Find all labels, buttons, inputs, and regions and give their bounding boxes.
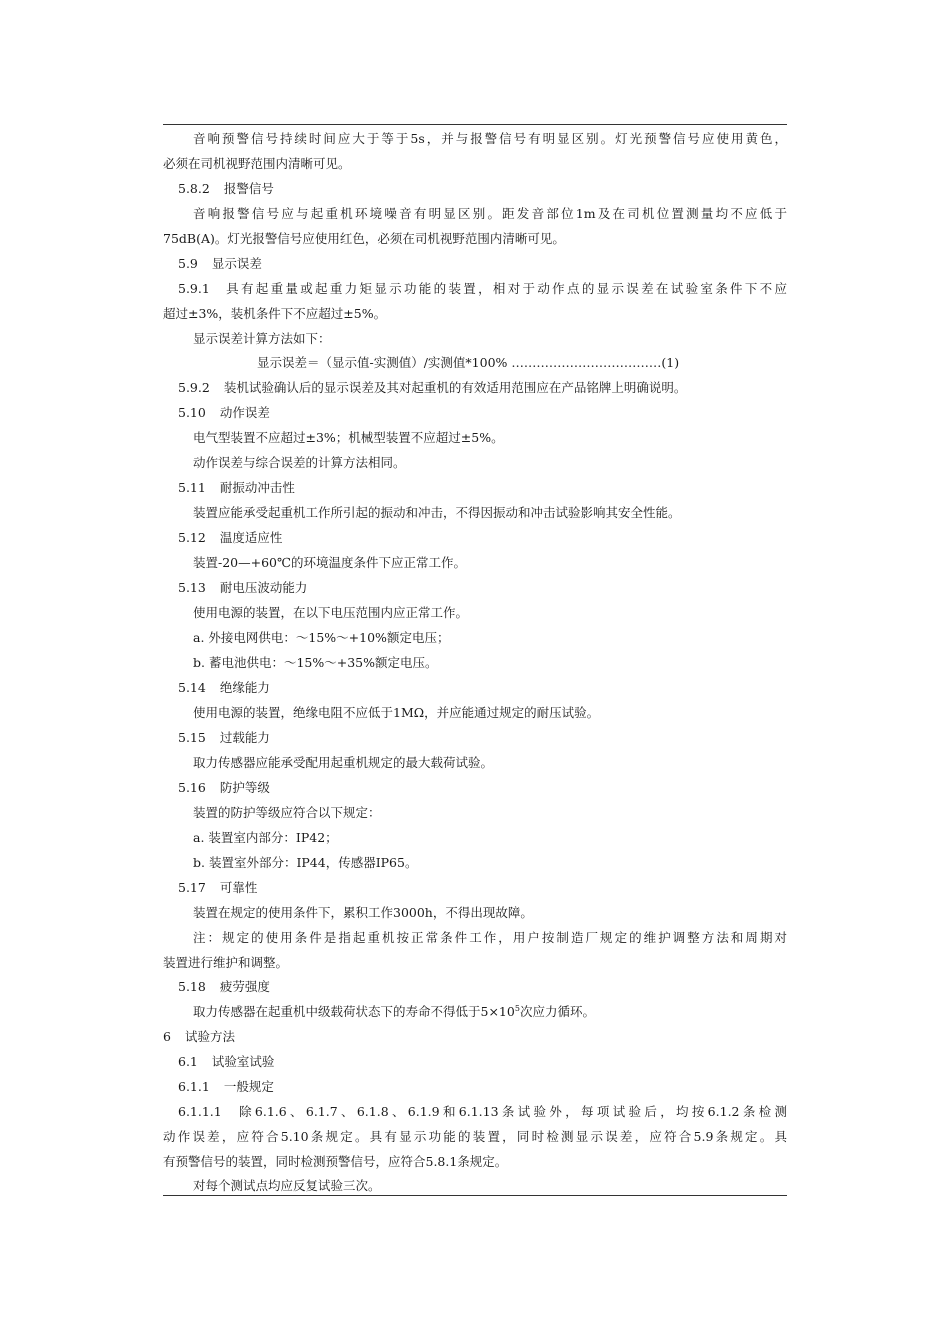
paragraph-line: 取力传感器应能承受配用起重机规定的最大载荷试验。 [193,755,494,770]
bottom-rule [163,1195,787,1196]
formula-1: 显示误差＝（显示值-实测值）/实测值*100% ………………………………(1) [257,355,680,370]
section-number: 6.1 [178,1054,198,1069]
note-line: 装置进行维护和调整。 [163,955,289,970]
section-heading-5-9-1 [178,281,787,297]
section-heading-5-9-2 [178,380,787,396]
list-item: a. 装置室内部分：IP42； [193,830,338,845]
section-title: 过载能力 [219,730,270,745]
paragraph-line: 音响预警信号持续时间应大于等于5s，并与报警信号有明显区别。灯光预警信号应使用黄色， [193,131,787,146]
paragraph-line: 75dB(A)。灯光报警信号应使用红色，必须在司机视野范围内清晰可见。 [163,231,565,246]
section-title: 一般规定 [223,1079,274,1094]
section-heading-5-14 [178,680,787,696]
top-rule [163,124,787,125]
section-heading-5-8-2 [178,181,787,197]
note-line: 注：规定的使用条件是指起重机按正常条件工作，用户按制造厂规定的维护调整方法和周期对 [193,930,787,945]
section-number: 5.17 [178,880,206,895]
paragraph-line: 使用电源的装置，绝缘电阻不应低于1MΩ，并应能通过规定的耐压试验。 [193,705,600,720]
paragraph-line: 除6.1.6、6.1.7、6.1.8、6.1.9和6.1.13条试验外，每项试验后，均按6.1.2条检测 [235,1104,787,1119]
section-title: 试验方法 [184,1029,235,1044]
paragraph-line: 显示误差计算方法如下： [193,331,331,346]
section-number: 5.10 [178,405,206,420]
paragraph-line: 音响报警信号应与起重机环境噪音有明显区别。距发音部位1m及在司机位置测量均不应低于 [193,206,787,221]
superscript: 5 [514,1003,520,1013]
section-number: 5.11 [178,480,206,495]
paragraph-line: 超过±3%，装机条件下不应超过±5%。 [163,306,387,321]
paragraph-line: 装置的防护等级应符合以下规定： [193,805,381,820]
section-heading-5-17 [178,880,787,896]
section-number: 5.18 [178,979,206,994]
section-number: 5.16 [178,780,206,795]
section-heading-5-15 [178,730,787,746]
text-span: 次应力循环。 [519,1004,595,1019]
section-heading-5-13 [178,580,787,596]
paragraph-line: 有预警信号的装置，同时检测预警信号，应符合5.8.1条规定。 [163,1154,508,1169]
section-heading-5-10 [178,405,787,421]
section-heading-5-16 [178,780,787,796]
section-heading-5-11 [178,480,787,496]
paragraph-line: 动作误差，应符合5.10条规定。具有显示功能的装置，同时检测显示误差，应符合5.9条规定。具 [163,1129,787,1144]
section-number: 6.1.1 [178,1079,210,1094]
section-number: 5.12 [178,530,206,545]
paragraph-line: 装置应能承受起重机工作所引起的振动和冲击，不得因振动和冲击试验影响其安全性能。 [193,505,681,520]
section-title: 疲劳强度 [219,979,270,994]
section-heading-6-1-1-1 [178,1104,787,1120]
paragraph-line: 具有起重量或起重力矩显示功能的装置，相对于动作点的显示误差在试验室条件下不应 [223,281,787,296]
section-number: 5.9.1 [178,281,210,296]
paragraph-line: 使用电源的装置，在以下电压范围内应正常工作。 [193,605,469,620]
paragraph-line: 动作误差与综合误差的计算方法相同。 [193,455,406,470]
section-number: 6.1.1.1 [178,1104,222,1119]
section-number: 5.13 [178,580,206,595]
paragraph-line: 装机试验确认后的显示误差及其对起重机的有效适用范围应在产品铭牌上明确说明。 [223,380,687,395]
section-heading-5-18 [178,979,787,995]
section-title: 防护等级 [219,780,270,795]
section-number: 5.15 [178,730,206,745]
paragraph-line: 必须在司机视野范围内清晰可见。 [163,156,351,171]
paragraph-line: 对每个测试点均应反复试验三次。 [193,1178,381,1193]
section-title: 动作误差 [219,405,270,420]
section-title: 试验室试验 [211,1054,275,1069]
section-heading-6-1-1 [178,1079,787,1095]
paragraph-line [193,1004,787,1020]
section-title: 温度适应性 [219,530,283,545]
paragraph-line: 装置-20—+60℃的环境温度条件下应正常工作。 [193,555,466,570]
section-title: 可靠性 [219,880,258,895]
section-number: 5.9 [178,256,198,271]
section-heading-5-12 [178,530,787,546]
section-title: 耐振动冲击性 [219,480,295,495]
list-item: a. 外接电网供电：～15%～+10%额定电压； [193,630,450,645]
section-number: 5.8.2 [178,181,210,196]
section-title: 耐电压波动能力 [219,580,308,595]
list-item: b. 蓄电池供电：～15%～+35%额定电压。 [193,655,438,670]
section-title: 报警信号 [223,181,274,196]
section-number: 6 [163,1029,171,1044]
section-heading-6 [163,1029,787,1045]
section-title: 显示误差 [211,256,262,271]
paragraph-line: 装置在规定的使用条件下，累积工作3000h，不得出现故障。 [193,905,533,920]
paragraph-line: 电气型装置不应超过±3%；机械型装置不应超过±5%。 [193,430,504,445]
section-number: 5.14 [178,680,206,695]
section-title: 绝缘能力 [219,680,270,695]
section-heading-5-9 [178,256,787,272]
list-item: b. 装置室外部分：IP44，传感器IP65。 [193,855,418,870]
text-span: 取力传感器在起重机中级载荷状态下的寿命不得低于5×10 [193,1004,515,1019]
section-number: 5.9.2 [178,380,210,395]
section-heading-6-1 [178,1054,787,1070]
